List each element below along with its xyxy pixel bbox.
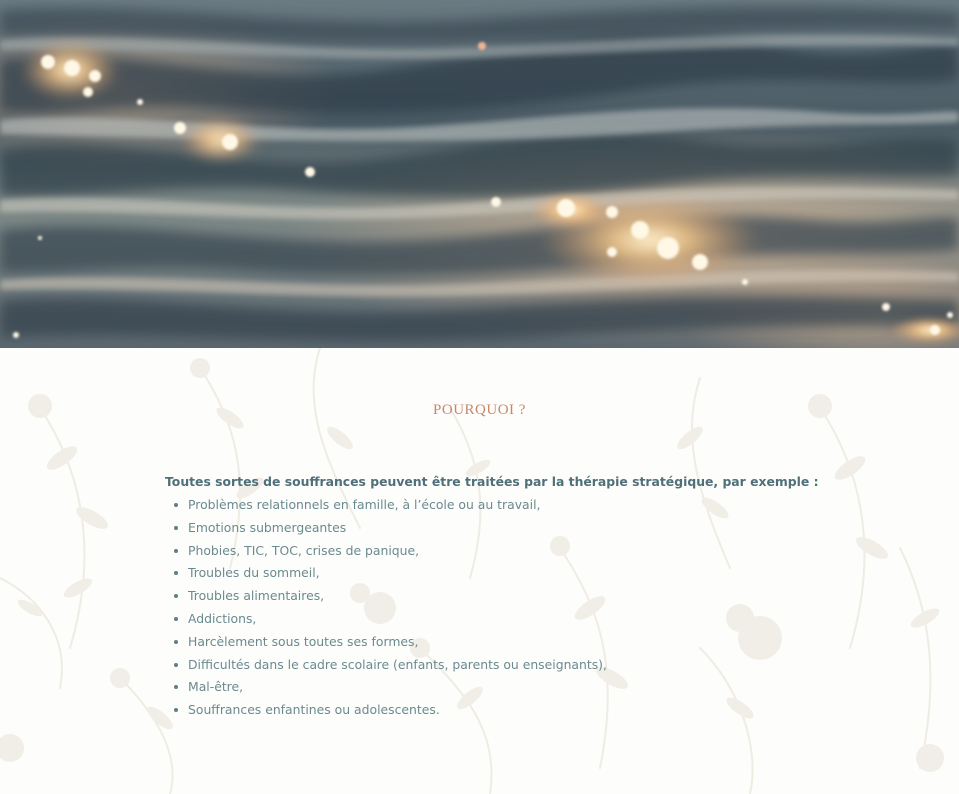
list-item-text: Emotions submergeantes	[188, 519, 347, 535]
list-item	[174, 608, 607, 631]
list-item	[174, 676, 607, 699]
list-item	[174, 517, 607, 540]
bullet-dot-icon	[174, 503, 178, 507]
bullet-dot-icon	[174, 594, 178, 598]
bullet-dot-icon	[174, 526, 178, 530]
list-item-text: Mal-être,	[188, 679, 244, 695]
list-item	[174, 540, 607, 563]
intro-text: Toutes sortes de souffrances peuvent être traitées par la thérapie stratégique, par exemple :	[165, 474, 819, 489]
list-item	[174, 631, 607, 654]
suffering-list	[174, 494, 607, 722]
list-item	[174, 585, 607, 608]
hero-water-image	[0, 0, 959, 348]
bullet-dot-icon	[174, 640, 178, 644]
bullet-dot-icon	[174, 617, 178, 621]
list-item-text: Phobies, TIC, TOC, crises de panique,	[188, 542, 420, 558]
list-item	[174, 654, 607, 677]
list-item	[174, 699, 607, 722]
list-item	[174, 562, 607, 585]
list-item-text: Difficultés dans le cadre scolaire (enfants, parents ou enseignants),	[188, 656, 607, 672]
bullet-dot-icon	[174, 571, 178, 575]
list-item-text: Problèmes relationnels en famille, à l’école ou au travail,	[188, 497, 541, 512]
list-item	[174, 494, 607, 517]
list-item-text: Addictions,	[188, 610, 257, 626]
list-item-text: Souffrances enfantines ou adolescentes.	[188, 702, 440, 718]
bullet-dot-icon	[174, 549, 178, 553]
section-title: POURQUOI ?	[433, 402, 526, 418]
bullet-dot-icon	[174, 663, 178, 667]
bullet-dot-icon	[174, 685, 178, 689]
bullet-dot-icon	[174, 708, 178, 712]
list-item-text: Harcèlement sous toutes ses formes,	[188, 633, 419, 649]
pourquoi-section	[0, 348, 959, 794]
list-item-text: Troubles alimentaires,	[188, 588, 325, 604]
list-item-text: Troubles du sommeil,	[188, 565, 320, 581]
